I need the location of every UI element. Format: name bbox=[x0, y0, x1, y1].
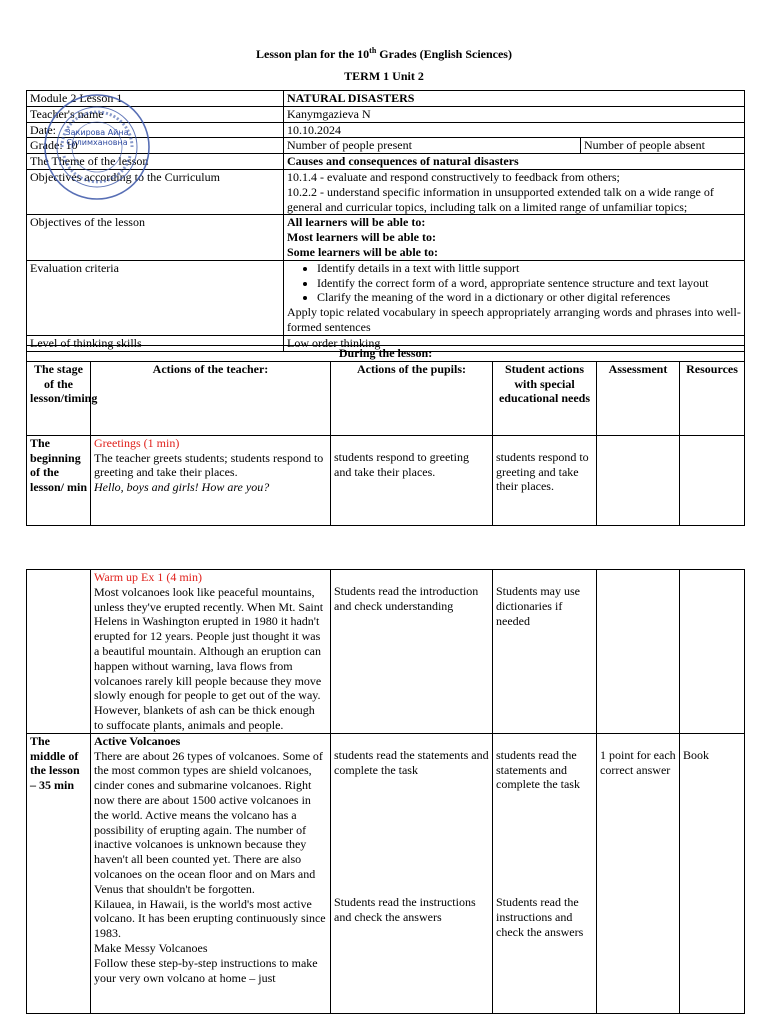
pupil-actions-middle bbox=[331, 733, 493, 1013]
special-action-instructions: Students read the instructions and check the answers bbox=[496, 895, 584, 939]
document-subtitle: TERM 1 Unit 2 bbox=[344, 69, 424, 83]
messy-volcanoes-title: Make Messy Volcanoes bbox=[94, 940, 208, 955]
objective-some: Some learners will be able to: bbox=[287, 244, 438, 259]
warmup-heading: Warm up Ex 1 (4 min) bbox=[94, 570, 203, 584]
teacher-actions-beginning bbox=[91, 435, 331, 525]
special-actions-middle bbox=[493, 733, 597, 1013]
table-row bbox=[27, 570, 745, 734]
stamp-name-line1: Закирова Айна bbox=[65, 128, 129, 137]
stages-table-continued bbox=[26, 569, 745, 1014]
table-row bbox=[27, 154, 745, 170]
table-row bbox=[27, 138, 745, 154]
table-row bbox=[27, 260, 745, 335]
evaluation-extra: Apply topic related vocabulary in speech appropriately arranging words and phrases into well-formed sentences bbox=[287, 305, 741, 334]
stage-warmup bbox=[27, 570, 91, 734]
table-row bbox=[27, 435, 745, 525]
stages-table bbox=[26, 345, 745, 526]
table-row bbox=[27, 215, 745, 260]
evaluation-list bbox=[287, 261, 741, 305]
curriculum-objective: 10.1.4 - evaluate and respond constructively to feedback from others; bbox=[287, 169, 620, 184]
date-label: Date: bbox=[27, 122, 284, 138]
date-value: 10.10.2024 bbox=[284, 122, 745, 138]
objective-most: Most learners will be able to: bbox=[287, 230, 436, 245]
curriculum-objective: 10.2.2 - understand specific information in unsupported extended talk on a wide range of general and curricular topics, including talk on a limited range of unfamiliar topics; bbox=[287, 184, 714, 214]
thinking-value: Low order thinking bbox=[284, 335, 745, 351]
column-header-resources: Resources bbox=[680, 361, 745, 435]
column-header-pupils: Actions of the pupils: bbox=[331, 361, 493, 435]
table-row bbox=[27, 122, 745, 138]
column-header-row bbox=[27, 361, 745, 435]
curriculum-value bbox=[284, 169, 745, 214]
stamp-name-line2: Сулимхановна bbox=[66, 138, 128, 147]
module-value: NATURAL DISASTERS bbox=[284, 91, 745, 107]
evaluation-value bbox=[284, 260, 745, 335]
greetings-heading: Greetings (1 min) bbox=[94, 435, 180, 450]
resources-beginning bbox=[680, 435, 745, 525]
table-row bbox=[27, 169, 745, 214]
resources-warmup bbox=[680, 570, 745, 734]
evaluation-label: Evaluation criteria bbox=[27, 260, 284, 335]
active-volcanoes-heading: Active Volcanoes bbox=[94, 733, 181, 748]
document-title: Lesson plan for the 10th Grades (English Sciences) bbox=[256, 46, 512, 61]
assessment-middle: 1 point for each correct answer bbox=[597, 733, 680, 1013]
pupil-actions-beginning: students respond to greeting and take their places. bbox=[331, 435, 493, 525]
resources-middle: Book bbox=[680, 733, 745, 1013]
present-label: Number of people present bbox=[284, 138, 581, 154]
module-label: Module 2 Lesson 1 bbox=[27, 91, 284, 107]
objective-all: All learners will be able to: bbox=[287, 215, 426, 230]
pupil-action-instructions: Students read the instructions and check the answers bbox=[334, 895, 476, 925]
special-action-statements: students read the statements and complete the task bbox=[496, 747, 580, 792]
special-actions-beginning: students respond to greeting and take their places. bbox=[493, 435, 597, 525]
stage-middle: The middle of the lesson – 35 min bbox=[27, 733, 91, 1013]
pupil-action-statements: students read the statements and complete the task bbox=[334, 747, 489, 777]
objectives-label: Objectives of the lesson bbox=[27, 215, 284, 260]
kilauea-text: Kilauea, in Hawaii, is the world's most active volcano. It has been erupting continuously since 1983. bbox=[94, 896, 326, 941]
pupil-actions-warmup: Students read the introduction and check understanding bbox=[331, 570, 493, 734]
column-header-teacher: Actions of the teacher: bbox=[91, 361, 331, 435]
thinking-label: Level of thinking skills bbox=[27, 335, 284, 351]
stage-beginning: The beginning of the lesson/ min bbox=[27, 435, 91, 525]
special-actions-warmup: Students may use dictionaries if needed bbox=[493, 570, 597, 734]
warmup-text: Most volcanoes look like peaceful mountains, unless they've erupted recently. When Mt. Saint Helens in Washington erupted in 1980 it hadn't erupted for 12 years. People just thought it was a beautiful mountain. Although an eruption can happen without warning, lava flows from volcanoes rarely kill people because they move slowly enough for people to get out of the way. However, blankets of ash can be thick enough to suffocate plants, animals and people. bbox=[94, 584, 324, 732]
column-header-assessment: Assessment bbox=[597, 361, 680, 435]
teacher-label: Teacher's name bbox=[27, 106, 284, 122]
theme-label: The Theme of the lesson bbox=[27, 154, 284, 170]
objectives-value bbox=[284, 215, 745, 260]
lesson-info-table bbox=[26, 90, 745, 352]
evaluation-item: • Clarify the meaning of the word in a dictionary or other digital references bbox=[317, 290, 741, 305]
table-row bbox=[27, 91, 745, 107]
evaluation-item: • Identify the correct form of a word, appropriate sentence structure and text layout bbox=[317, 276, 741, 291]
grade-label: Grade: 10 bbox=[27, 138, 284, 154]
teacher-value: Kanymgazieva N bbox=[284, 106, 745, 122]
assessment-warmup bbox=[597, 570, 680, 734]
teacher-actions-middle bbox=[91, 733, 331, 1013]
teacher-actions-warmup bbox=[91, 570, 331, 734]
curriculum-label: Objectives according to the Curriculum bbox=[27, 169, 284, 214]
evaluation-item: • Identify details in a text with little support bbox=[317, 261, 741, 276]
greetings-phrase: Hello, boys and girls! How are you? bbox=[94, 480, 270, 495]
messy-volcanoes-text: Follow these step-by-step instructions to make your very own volcano at home – just bbox=[94, 955, 318, 985]
table-row bbox=[27, 346, 745, 362]
during-lesson-header: During the lesson: bbox=[27, 346, 745, 362]
active-volcanoes-text: There are about 26 types of volcanoes. Some of the most common types are shield volcanoes, cinder cones and submarine volcanoes. Right now there are about 1500 active volcanoes in the world. Active means the volcano has a possibility of erupting again. The number of inactive volcanoes is unknown because they haven't all been counted yet. There are also volcanoes on the ocean floor and on Mars and Venus that shouldn't be forgotten. bbox=[94, 748, 323, 896]
column-header-stage: The stage of the lesson/timing bbox=[27, 361, 91, 435]
column-header-special: Student actions with special educational needs bbox=[493, 361, 597, 435]
greetings-text: The teacher greets students; students respond to greeting and take their places. bbox=[94, 450, 324, 480]
table-row bbox=[27, 733, 745, 1013]
theme-value: Causes and consequences of natural disasters bbox=[284, 154, 745, 170]
absent-label: Number of people absent bbox=[581, 138, 745, 154]
assessment-beginning bbox=[597, 435, 680, 525]
table-row bbox=[27, 106, 745, 122]
